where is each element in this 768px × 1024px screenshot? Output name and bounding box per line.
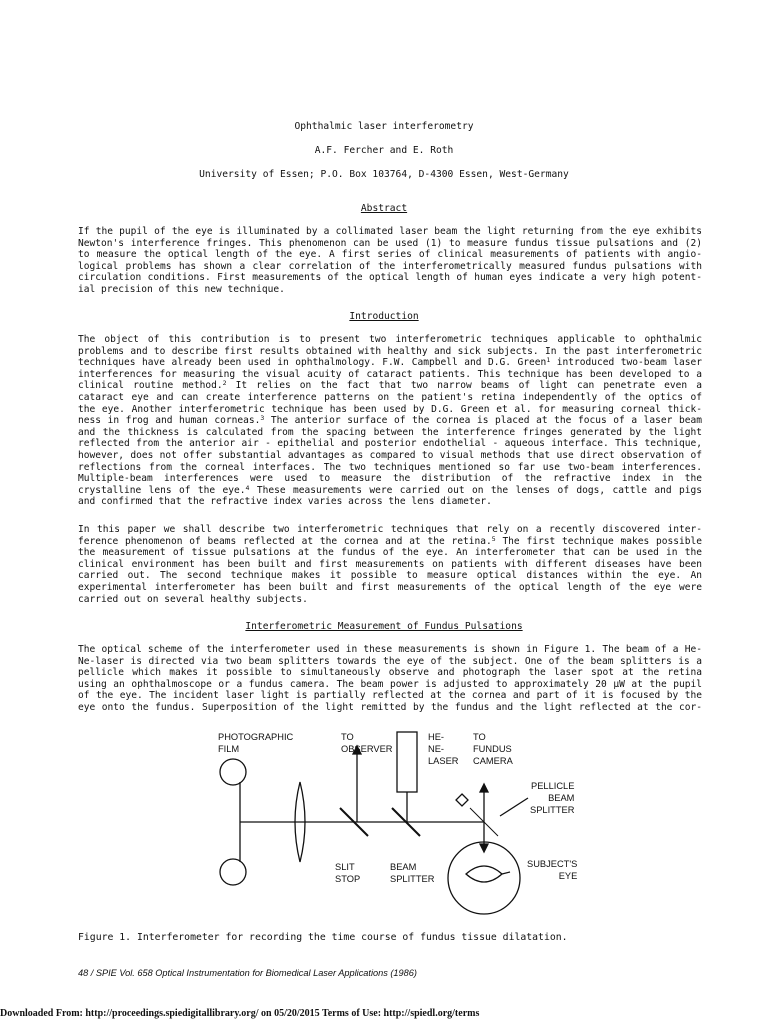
intro-line: problems and to describe first results obtained with healthy and sick subjects. In the past interferometric: [78, 345, 702, 357]
intro-line: reflections from the corneal interfaces. The two techniques mentioned so far use two-beam interferences.: [78, 461, 702, 473]
label-beam-splitter: BEAM SPLITTER: [390, 862, 435, 884]
eye-pointer: [502, 872, 510, 874]
film-reel-top: [220, 759, 246, 785]
intro-line: carried out. The second technique makes it possible to measure optical distances within the eye. An: [78, 570, 702, 582]
intro-line: crystalline lens of the eye.$^4$ These measurements were carried out on the lenses of dogs, cattle and pigs: [78, 483, 702, 496]
intro-line: clinical environment has been built and first measurements on patients with different diseases have been: [78, 558, 702, 570]
abstract-line: Newton's interference fringes. This phenomenon can be used (1) to measure fundus tissue pulsations and (2): [78, 237, 702, 249]
section-line: using an ophthalmoscope or a fundus camera. The beam power is adjusted to approximately 20 µW at the pupil: [78, 678, 702, 690]
reference-superscript: 4: [245, 483, 250, 492]
abstract-line: to measure the optical length of the eye. A first series of clinical measurements of patients with angio-: [78, 249, 702, 261]
section-line: eye onto the fundus. Superposition of the light remitted by the fundus and the light reflected at the cor-: [78, 701, 702, 713]
intro-line: reflected from the anterior air - epithelial and posterior endothelial - aqueous interface. This technique,: [78, 438, 702, 450]
section-line: of the eye. The incident laser light is partially reflected at the cornea and part of it is focused by the: [78, 690, 702, 702]
intro-line: In this paper we shall describe two interferometric techniques that rely on a recently discovered inter-: [78, 524, 702, 535]
intro-line: ference phenomenon of beams reflected at the cornea and at the retina.$^5$ The first technique makes possible: [78, 534, 703, 547]
arrow-to-fundus-camera-icon: [480, 784, 488, 792]
intro-line: clinical routine method.$^2$ It relies on the fact that two narrow beams of light can penetrate even a: [78, 379, 702, 392]
intro-line: however, does not offer substantial advantages as compared to visual methods that use direct observation of: [78, 449, 702, 461]
intro-line: cataract eye and can create interference patterns on the patient's retina independently of the optics of: [78, 391, 702, 403]
paper-authors: A.F. Fercher and E. Roth: [314, 145, 454, 156]
intro-line: interferences for measuring the visual acuity of cataract patients. This technique has been developed to a: [78, 368, 702, 380]
section-line: The optical scheme of the interferometer used in these measurements is shown in Figure 1. The beam of a He-: [78, 644, 702, 655]
label-pellicle-beam-splitter: PELLICLE BEAM SPLITTER: [530, 781, 575, 815]
label-photographic-film: PHOTOGRAPHIC FILM: [218, 732, 294, 754]
intro-line: and the thickness is calculated from the spacing between the interference fringes generated by the light: [78, 426, 702, 438]
abstract-line: circulation conditions. First measurements of the optical length of human eyes indicate a very high potent-: [78, 272, 702, 284]
abstract-line: If the pupil of the eye is illuminated by a collimated laser beam the light returning from the eye exhibits: [78, 226, 702, 237]
section-line: Ne-laser is directed via two beam splitters towards the eye of the subject. One of the beam splitters is a: [78, 655, 702, 667]
pellicle-marker-icon: [456, 794, 468, 806]
pellicle-pointer: [500, 798, 528, 816]
download-notice: Downloaded From: http://proceedings.spiedigitallibrary.org/ on 05/20/2015 Terms of Use: http://spiedl.org/terms: [0, 1008, 480, 1019]
reference-superscript: 5: [491, 534, 496, 543]
page-citation: 48 / SPIE Vol. 658 Optical Instrumentation for Biomedical Laser Applications (1986): [78, 968, 417, 978]
paper-title: Ophthalmic laser interferometry: [294, 121, 474, 132]
reference-superscript: 1: [546, 356, 551, 365]
paper-affiliation: University of Essen; P.O. Box 103764, D-4300 Essen, West-Germany: [199, 169, 569, 180]
intro-line: experimental interferometer has been built and first measurements of the optical length of the eye were: [78, 581, 702, 593]
label-he-ne-laser: HE- NE- LASER: [428, 732, 459, 766]
intro-line: Multiple-beam interferences were used to measure the distribution of the refractive index in the: [78, 473, 702, 485]
intro-line: the measurement of tissue pulsations at the fundus of the eye. An interferometer that can be used in the: [78, 547, 702, 559]
laser-tube: [397, 732, 417, 792]
intro-line: the eye. Another interferometric technique has been used by D.G. Green et al. for measuring corneal thick-: [78, 403, 702, 415]
section-heading-fundus-pulsations: Interferometric Measurement of Fundus Pulsations: [245, 621, 523, 632]
intro-line: carried out on several healthy subjects.: [78, 593, 308, 605]
label-subjects-eye: SUBJECT'S EYE: [527, 859, 578, 881]
intro-line: The object of this contribution is to present two interferometric techniques applicable to ophthalmic: [78, 334, 702, 345]
intro-line: and confirmed that the refractive index varies across the lens diameter.: [78, 496, 492, 508]
reference-superscript: 2: [222, 379, 227, 388]
abstract-line: ial precision of this new technique.: [78, 283, 285, 295]
label-slit-stop: SLIT STOP: [335, 862, 361, 884]
intro-line: ness in frog and human corneas.$^3$ The anterior surface of the cornea is placed at the focus of a laser beam: [78, 414, 702, 427]
reference-superscript: 3: [260, 414, 265, 423]
eye-cornea: [466, 866, 502, 882]
abstract-heading: Abstract: [360, 203, 408, 214]
label-to-fundus-camera: TO FUNDUS CAMERA: [473, 732, 513, 766]
introduction-heading: Introduction: [349, 311, 419, 322]
film-reel-bottom: [220, 859, 246, 885]
label-to-observer: TO OBSERVER: [341, 732, 393, 754]
section-line: pellicle which makes it possible to simultaneously observe and photograph the laser spot at the retina: [78, 667, 702, 679]
intro-line: techniques have already been used in ophthalmology. F.W. Campbell and D.G. Green$^1$ introduced two-beam laser: [78, 356, 702, 369]
figure-caption: Figure 1. Interferometer for recording the time course of fundus tissue dilatation.: [78, 932, 568, 943]
abstract-line: logical problems has shown a clear correlation of the interferometrically measured fundus pulsations with: [78, 260, 702, 272]
